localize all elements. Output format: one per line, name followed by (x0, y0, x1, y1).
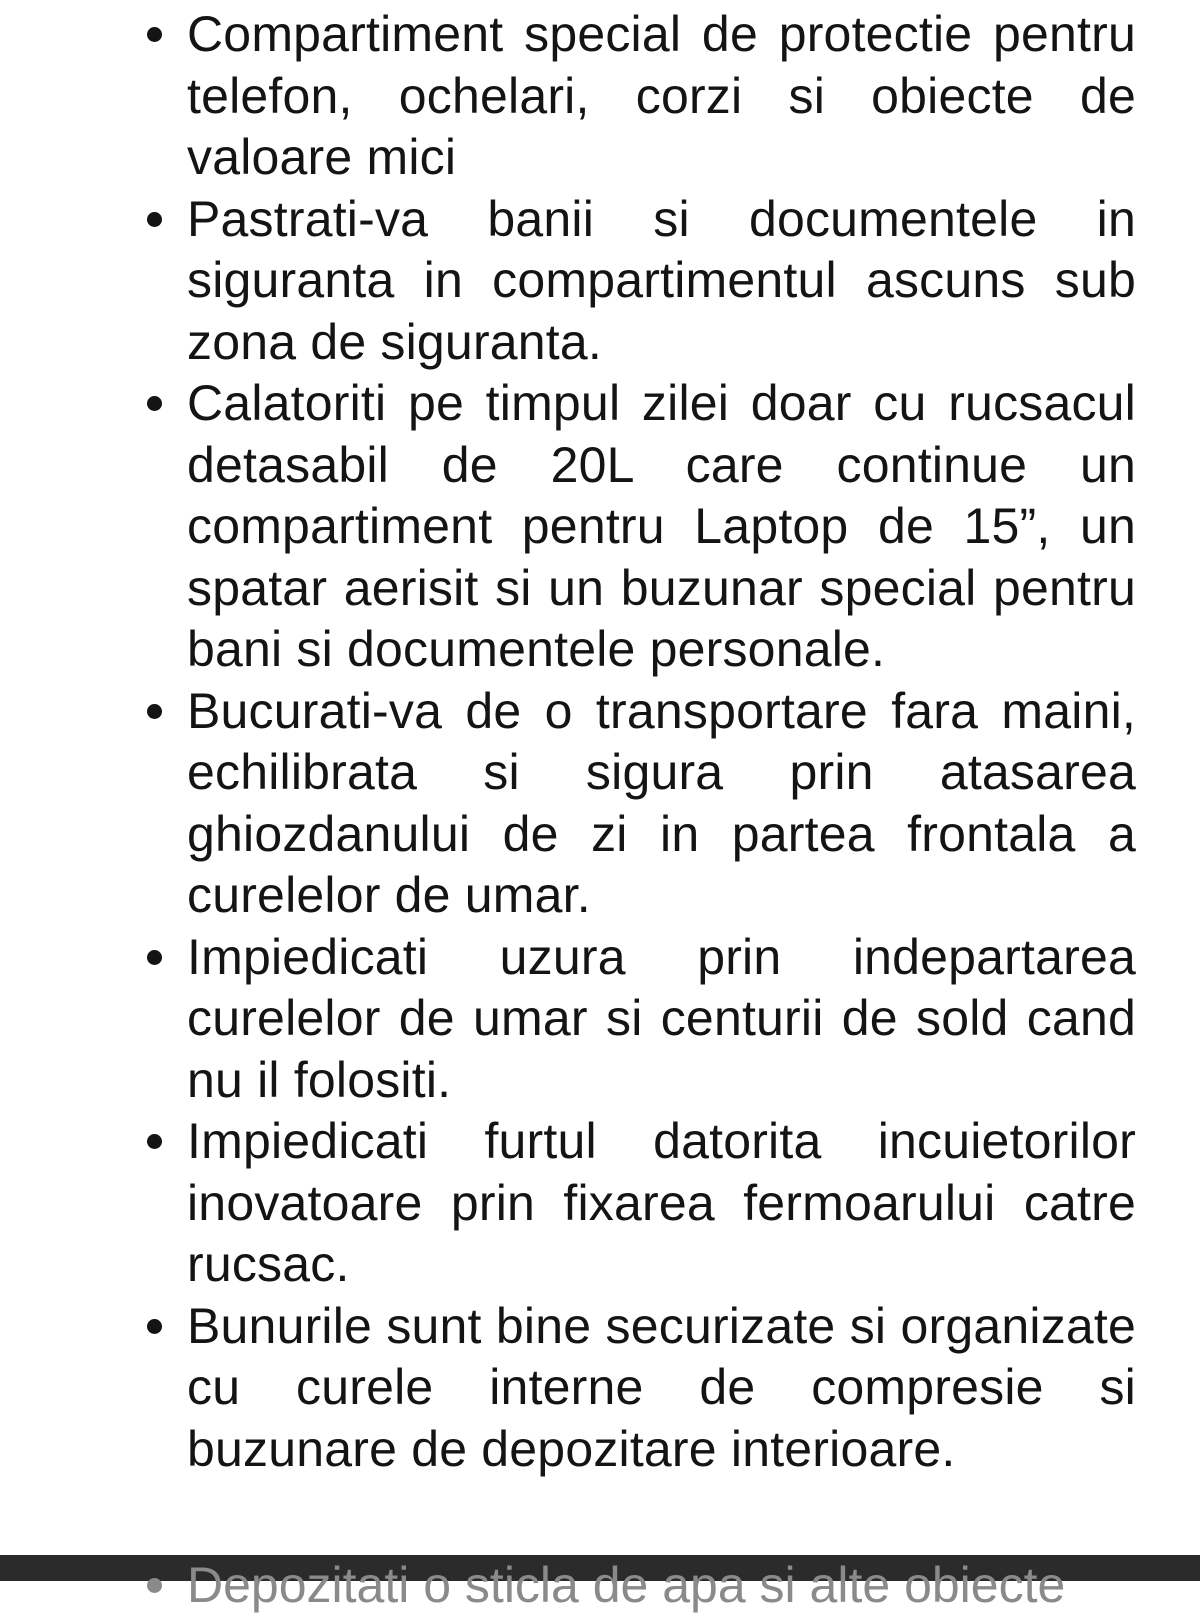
bullet-icon (147, 212, 162, 227)
list-item (187, 189, 1136, 374)
bullet-icon (147, 704, 162, 719)
list-item-text: Impiedicati uzura prin indepartarea curelelor de umar si centurii de sold cand nu il folositi. (187, 928, 1136, 1108)
list-item-text: Bunurile sunt bine securizate si organizate cu curele interne de compresie si buzunare de depozitare interioare. (187, 1297, 1136, 1477)
bullet-icon (147, 950, 162, 965)
list-item-text: Pastrati-va banii si documentele in siguranta in compartimentul ascuns sub zona de siguranta. (187, 190, 1136, 370)
partial-list-item-text: Depozitati o sticla de apa si alte obiecte (187, 1557, 1066, 1613)
list-item-text: Impiedicati furtul datorita incuietorilor inovatoare prin fixarea fermoarului catre rucsac. (187, 1113, 1136, 1292)
list-item (187, 373, 1136, 681)
list-item-text: Calatoriti pe timpul zilei doar cu rucsacul detasabil de 20L care continue un compartiment pentru Laptop de 15”, un spatar aerisit si un buzunar special pentru bani si documentele personale. (187, 375, 1136, 677)
list-item (187, 681, 1136, 927)
list-item (187, 1296, 1136, 1481)
list-item (187, 4, 1136, 189)
bullet-icon (147, 1319, 162, 1334)
bullet-icon (147, 1134, 162, 1149)
bottom-overlay-bar (0, 1555, 1200, 1613)
bullet-icon (147, 27, 162, 42)
bullet-icon (147, 396, 162, 411)
list-item (187, 927, 1136, 1112)
list-item-text: Bucurati-va de o transportare fara maini, echilibrata si sigura prin atasarea ghiozdanului de zi in partea frontala a curelelor de umar. (187, 682, 1136, 923)
bullet-icon (147, 1578, 162, 1593)
list-item-text: Compartiment special de protectie pentru telefon, ochelari, corzi si obiecte de valoare mici (187, 6, 1136, 185)
list-item (187, 1111, 1136, 1296)
